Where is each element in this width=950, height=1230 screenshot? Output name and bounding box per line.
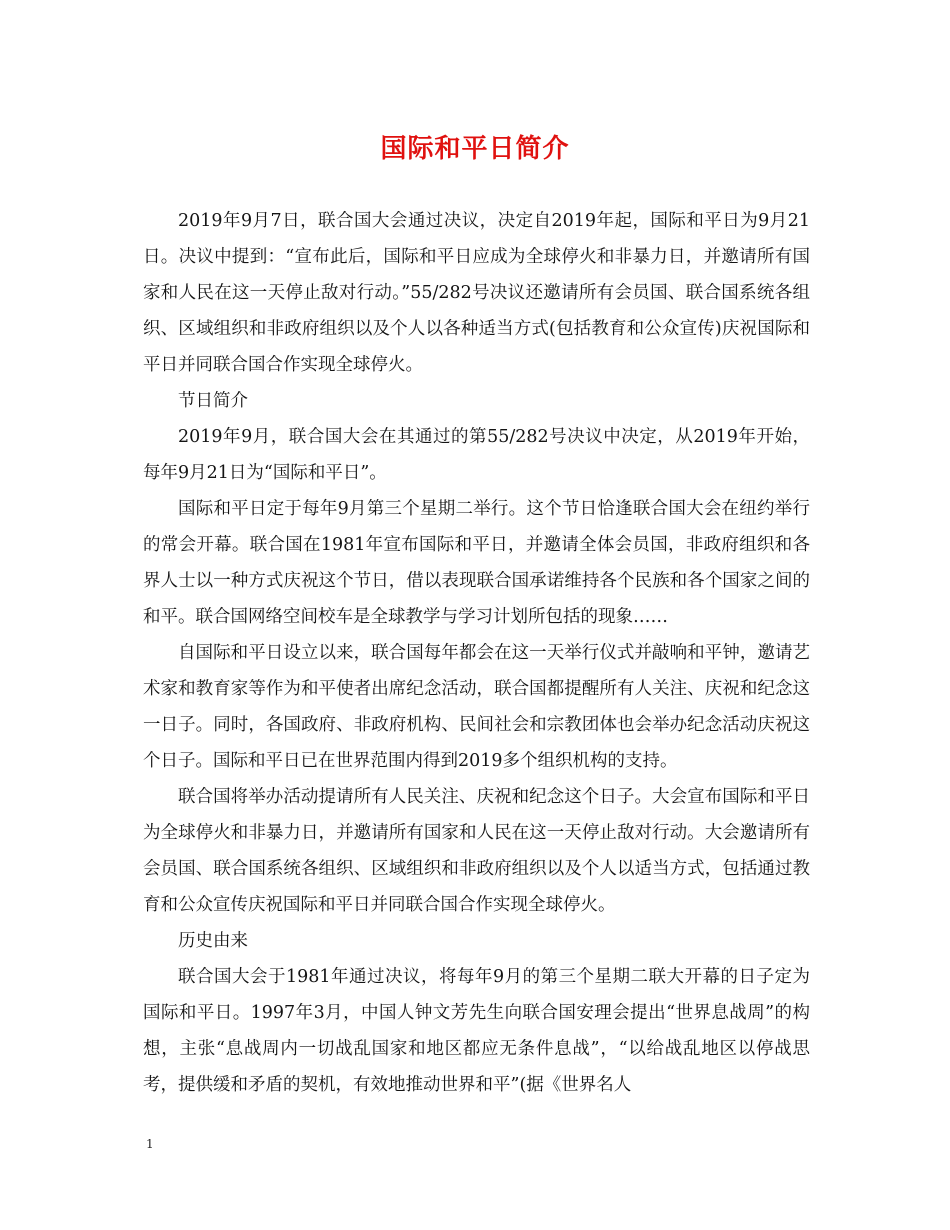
section-heading-festival-intro: 节日简介 [178, 391, 248, 411]
paragraph-resolution: 2019年9月，联合国大会在其通过的第55/282号决议中决定，从2019年开始，每年9月21日为“国际和平日”。 [143, 427, 810, 483]
page-number: 1 [146, 1137, 154, 1151]
paragraph-activities: 联合国将举办活动提请所有人民关注、庆祝和纪念这个日子。大会宣布国际和平日为全球停火和非暴力日，并邀请所有国家和人民在这一天停止敌对行动。大会邀请所有会员国、联合国系统各组织、区域组织和非政府组织以及个人以适当方式，包括通过教育和公众宣传庆祝国际和平日并同联合国合作实现全球停火。 [143, 787, 810, 915]
paragraph-intro: 2019年9月7日，联合国大会通过决议，决定自2019年起，国际和平日为9月21日。决议中提到：“宣布此后，国际和平日应成为全球停火和非暴力日，并邀请所有国家和人民在这一天停止敌对行动。”55/282号决议还邀请所有会员国、联合国系统各组织、区域组织和非政府组织以及个人以各种适当方式(包括教育和公众宣传)庆祝国际和平日并同联合国合作实现全球停火。 [143, 211, 810, 375]
document-body [143, 203, 810, 1103]
document-title: 国际和平日简介 [380, 134, 570, 164]
paragraph-ceremony: 自国际和平日设立以来，联合国每年都会在这一天举行仪式并敲响和平钟，邀请艺术家和教育家等作为和平使者出席纪念活动，联合国都提醒所有人关注、庆祝和纪念这一日子。同时，各国政府、非政府机构、民间社会和宗教团体也会举办纪念活动庆祝这个日子。国际和平日已在世界范围内得到2019多个组织机构的支持。 [143, 643, 810, 771]
paragraph-date: 国际和平日定于每年9月第三个星期二举行。这个节日恰逢联合国大会在纽约举行的常会开幕。联合国在1981年宣布国际和平日，并邀请全体会员国，非政府组织和各界人士以一种方式庆祝这个节日，借以表现联合国承诺维持各个民族和各个国家之间的和平。联合国网络空间校车是全球教学与学习计划所包括的现象…… [143, 499, 810, 627]
paragraph-history: 联合国大会于1981年通过决议，将每年9月的第三个星期二联大开幕的日子定为国际和平日。1997年3月，中国人钟文芳先生向联合国安理会提出“世界息战周”的构想，主张“息战周内一切战乱国家和地区都应无条件息战”，“以给战乱地区以停战思考，提供缓和矛盾的契机，有效地推动世界和平”(据《世界名人 [143, 967, 810, 1095]
section-heading-history: 历史由来 [178, 931, 248, 951]
